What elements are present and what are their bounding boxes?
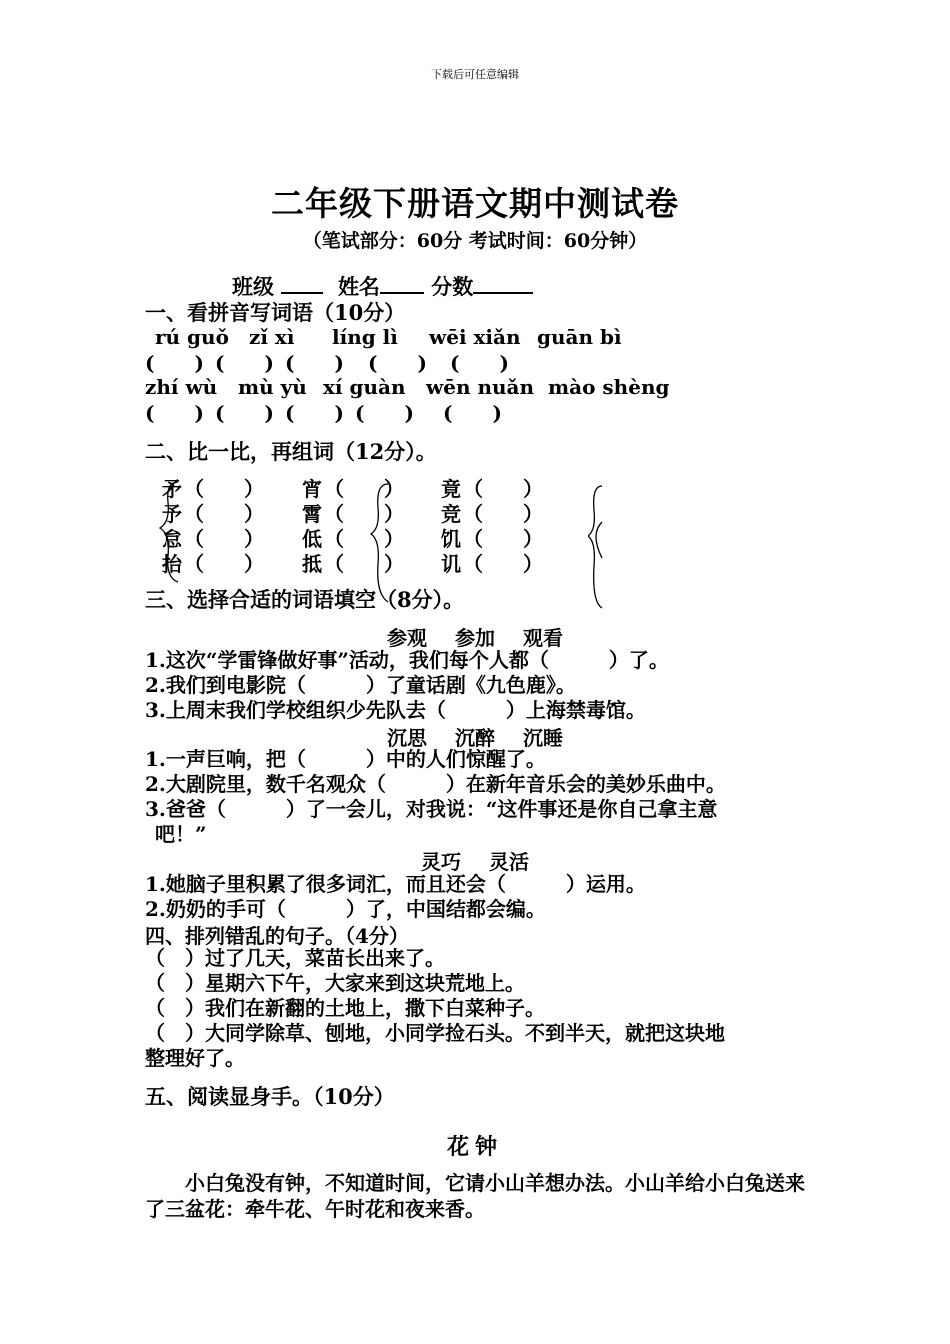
answer-paren[interactable]: （ ） (184, 527, 264, 551)
answer-paren[interactable]: （ ） (463, 527, 543, 551)
class-blank[interactable] (281, 272, 323, 294)
fill-item: 1.她脑子里积累了很多词汇，而且还会（ ）运用。 (145, 872, 646, 896)
section-3-heading: 三、选择合适的词语填空（8分）。 (145, 587, 465, 612)
section-1-heading: 一、看拼音写词语（10分） (145, 300, 406, 325)
brace-right-icon (588, 482, 618, 612)
pinyin: mào shèng (548, 375, 670, 399)
answer-paren[interactable]: ( ) (145, 351, 204, 375)
char: 宵 (302, 477, 322, 501)
char: 竞 (441, 502, 461, 526)
order-item: （ ）过了几天，菜苗长出来了。 (145, 946, 445, 970)
char: 讥 (441, 552, 461, 576)
char: 抬 (162, 552, 182, 576)
order-item: （ ）我们在新翻的土地上，撒下白菜种子。 (145, 996, 545, 1020)
section-2-heading: 二、比一比，再组词（12分）。 (145, 439, 437, 464)
pinyin: mù yù (238, 375, 307, 399)
fill-item: 2.大剧院里，数千名观众（ ）在新年音乐会的美妙乐曲中。 (145, 772, 726, 796)
fill-item: 3.爸爸（ ）了一会儿，对我说：“这件事还是你自己拿主意 (145, 797, 718, 821)
word-option: 参观 (387, 626, 427, 650)
answer-paren[interactable]: ( ) (450, 351, 509, 375)
pinyin: guān bì (537, 325, 622, 349)
char: 怠 (162, 527, 182, 551)
page-title: 二年级下册语文期中测试卷 (271, 184, 679, 223)
answer-paren[interactable]: （ ） (463, 477, 543, 501)
pinyin: zǐ xì (249, 325, 295, 349)
answer-paren[interactable]: ( ) (145, 401, 204, 425)
answer-paren[interactable]: （ ） (324, 552, 404, 576)
score-blank[interactable] (473, 272, 533, 294)
answer-paren[interactable]: ( ) (355, 401, 414, 425)
fill-item: 3.上周末我们学校组织少先队去（ ）上海禁毒馆。 (145, 698, 646, 722)
answer-paren[interactable]: （ ） (184, 502, 264, 526)
word-option: 沉睡 (523, 726, 563, 750)
fill-item: 1.一声巨响，把（ ）中的人们惊醒了。 (145, 747, 546, 771)
answer-paren[interactable]: （ ） (184, 552, 264, 576)
class-label: 班级 (232, 274, 274, 299)
story-paragraph: 小白兔没有钟，不知道时间，它请小山羊想办法。小山羊给小白兔送来了三盆花：牵牛花、午时花和夜来香。 (145, 1171, 805, 1221)
answer-paren[interactable]: （ ） (463, 552, 543, 576)
name-label: 姓名 (337, 274, 380, 299)
word-option: 灵巧 (421, 850, 461, 874)
char: 饥 (441, 527, 461, 551)
char: 霄 (302, 502, 322, 526)
answer-paren[interactable]: （ ） (184, 477, 264, 501)
order-item: 整理好了。 (145, 1046, 245, 1070)
char: 低 (302, 527, 322, 551)
word-option: 参加 (455, 626, 495, 650)
pinyin: wēn nuǎn (426, 375, 535, 399)
fill-item: 吧！” (155, 822, 207, 846)
answer-paren[interactable]: （ ） (324, 477, 404, 501)
pinyin: líng lì (332, 325, 398, 349)
section-5-heading: 五、阅读显身手。（10分） (145, 1084, 395, 1109)
fill-item: 1.这次“学雷锋做好事”活动，我们每个人都（ ）了。 (145, 648, 669, 672)
pinyin: wēi xiǎn (429, 325, 521, 349)
answer-paren[interactable]: ( ) (368, 351, 427, 375)
story-title: 花钟 (446, 1134, 503, 1160)
answer-paren[interactable]: ( ) (285, 351, 344, 375)
page-header: 下载后可任意编辑 (431, 68, 519, 81)
answer-paren[interactable]: ( ) (285, 401, 344, 425)
char: 予 (162, 502, 182, 526)
page-subtitle: （笔试部分：60分 考试时间：60分钟） (302, 230, 648, 252)
order-item: （ ）大同学除草、刨地，小同学捡石头。不到半天，就把这块地 (145, 1021, 725, 1045)
fill-item: 2.我们到电影院（ ）了童话剧《九色鹿》。 (145, 673, 576, 697)
answer-paren[interactable]: ( ) (215, 351, 274, 375)
answer-paren[interactable]: ( ) (443, 401, 502, 425)
answer-paren[interactable]: ( ) (215, 401, 274, 425)
pinyin: rú guǒ (155, 325, 229, 349)
word-option: 观看 (523, 626, 563, 650)
section-4-heading: 四、排列错乱的句子。（4分） (145, 924, 409, 948)
student-info (232, 272, 533, 300)
pinyin: zhí wù (145, 375, 218, 399)
order-item: （ ）星期六下午，大家来到这块荒地上。 (145, 971, 525, 995)
answer-paren[interactable]: （ ） (463, 502, 543, 526)
char: 抵 (302, 552, 322, 576)
char: 竟 (441, 477, 461, 501)
answer-paren[interactable]: （ ） (324, 527, 404, 551)
pinyin: xí guàn (323, 375, 406, 399)
word-option: 沉醉 (455, 726, 495, 750)
name-blank[interactable] (380, 272, 424, 294)
word-option: 灵活 (489, 850, 529, 874)
score-label: 分数 (431, 274, 474, 299)
char: 矛 (162, 477, 182, 501)
word-option: 沉思 (387, 726, 427, 750)
answer-paren[interactable]: （ ） (324, 502, 404, 526)
fill-item: 2.奶奶的手可（ ）了，中国结都会编。 (145, 897, 546, 921)
